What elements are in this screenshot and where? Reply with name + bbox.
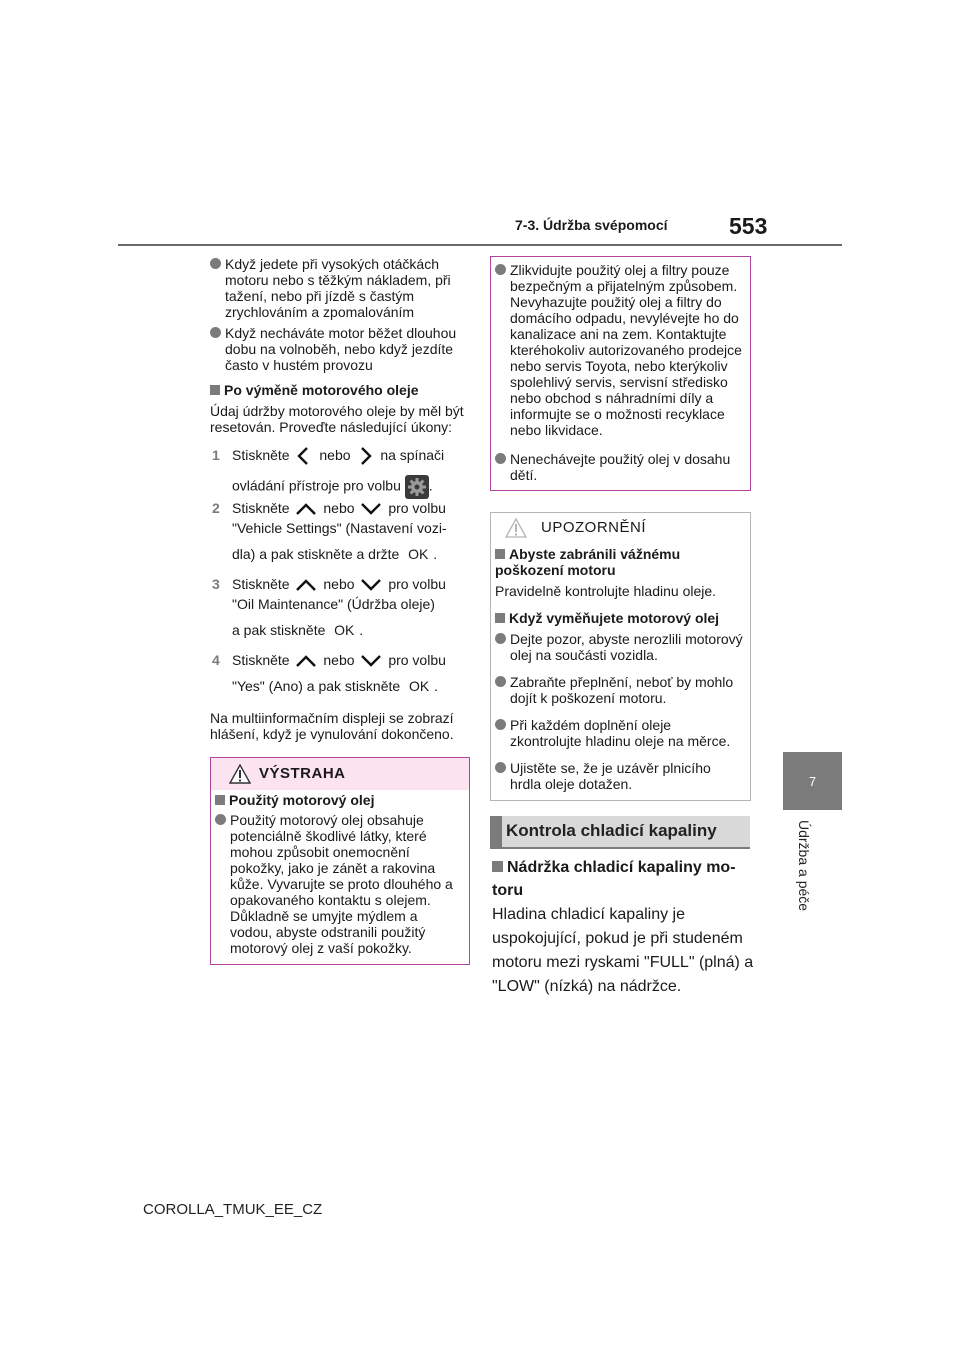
list-item: Zlikvidujte použitý olej a filtry pouze bezpečným a přijatelným způsobem. Nevyhazujte použitý olej a filtry do domácího odpadu, nevylévejte ho do kanalizace ani na zem. Kontaktujte kteréhokoliv autorizovaného prodejce nebo servis Toyota, nebo kterýkoliv spolehlivý servis, servisní středisko nebo obchod s náhradními díly a informujte se o možnosti recyklace nebo likvidace. (495, 262, 745, 438)
chapter-label: Údržba a péče (796, 820, 812, 912)
bullet-icon (215, 814, 226, 825)
header-rule (118, 244, 842, 246)
section-title: 7-3. Údržba svépomocí (515, 217, 668, 233)
step-1: 1 Stiskněte nebo na spínači ovládání přístroje pro volbu . (212, 446, 467, 499)
ok-icon: OK (408, 678, 430, 695)
section-bar (490, 816, 502, 848)
warning-box (210, 757, 470, 965)
list-item: Při každém doplnění oleje zkontrolujte hladinu oleje na měrce. (495, 717, 743, 749)
section-heading: Kontrola chladicí kapaliny (490, 816, 750, 848)
left-arrow-icon (293, 446, 315, 466)
square-bullet-icon (215, 795, 225, 805)
square-bullet-icon (495, 613, 505, 623)
chapter-number: 7 (808, 773, 817, 789)
list-item: Když necháváte motor běžet dlouhou dobu na volnoběh, nebo když jezdíte často v hustém provozu (210, 325, 465, 373)
coolant-text: Hladina chladicí kapaliny je uspokojující, pokud je při studeném motoru mezi ryskami "FULL" (plná) a "LOW" (nízká) na nádržce. (492, 906, 754, 995)
intro-text: Údaj údržby motorového oleje by měl být resetován. Proveďte následující úkony: (210, 403, 464, 435)
down-arrow-icon (358, 501, 384, 517)
section-rule (490, 847, 750, 849)
down-arrow-icon (358, 577, 384, 593)
notice-subheading: Abyste zabránili vážnému poškození motoru (495, 546, 681, 578)
down-arrow-icon (358, 653, 384, 669)
up-arrow-icon (293, 653, 319, 669)
bullet-icon (210, 327, 221, 338)
notice-subheading: Když vyměňujete motorový olej (495, 610, 745, 626)
warning-subheading: Použitý motorový olej (215, 792, 465, 808)
footer-code: COROLLA_TMUK_EE_CZ (143, 1201, 323, 1218)
step-3: 3 Stiskněte nebo pro volbu "Oil Maintenance" (Údržba oleje) a pak stiskněte OK . (212, 576, 446, 639)
gear-icon (405, 475, 429, 499)
disposal-box (490, 256, 751, 491)
bullet-icon (495, 453, 506, 464)
chapter-tab[interactable] (783, 752, 842, 810)
square-bullet-icon (210, 385, 220, 395)
up-arrow-icon (293, 577, 319, 593)
subheading: Po výměně motorového oleje (210, 382, 470, 398)
list-item: Když jedete při vysokých otáčkách motoru nebo s těžkým nákladem, při tažení, nebo při jízdě s častým zrychlováním a zpomalováním (210, 256, 465, 320)
caution-icon (505, 518, 527, 538)
ok-icon: OK (408, 546, 429, 563)
bullet-icon (495, 762, 506, 773)
step-4: 4 Stiskněte nebo pro volbu "Yes" (Ano) a pak stiskněte OK . (212, 652, 446, 695)
warning-header: VÝSTRAHA (211, 758, 469, 790)
ok-icon: OK (334, 622, 355, 639)
list-item: Dejte pozor, abyste nerozlili motorový olej na součásti vozidla. (495, 631, 743, 663)
list-item: Ujistěte se, že je uzávěr plnicího hrdla oleje dotažen. (495, 760, 743, 792)
notice-title: UPOZORNĚNÍ (541, 519, 647, 536)
square-bullet-icon (492, 861, 503, 872)
up-arrow-icon (293, 501, 319, 517)
warning-icon (229, 764, 251, 784)
list-item: Zabraňte přeplnění, neboť by mohlo dojít k poškození motoru. (495, 674, 743, 706)
bullet-icon (210, 258, 221, 269)
right-arrow-icon (354, 446, 376, 466)
list-item: Použitý motorový olej obsahuje potenciálně škodlivé látky, které mohou způsobit onemocnění pokožky, jako je zánět a rakovina kůže. Vyvarujte se proto dlouhého a opakovaného kontaktu s olejem. Důkladně se umyjte mýdlem a vodou, abyste odstranili použitý motorový olej z vaší pokožky. (215, 812, 463, 956)
step-2: 2 Stiskněte nebo pro volbu "Vehicle Settings" (Nastavení vozi- dla) a pak stiskněte a držte OK . (212, 500, 447, 563)
bullet-icon (495, 264, 506, 275)
bullet-icon (495, 676, 506, 687)
list-item: Nenechávejte použitý olej v dosahu dětí. (495, 451, 745, 483)
bullet-icon (495, 633, 506, 644)
page-number: 553 (729, 213, 768, 239)
notice-box (490, 512, 751, 801)
square-bullet-icon (495, 549, 505, 559)
closing-text: Na multiinformačním displeji se zobrazí hlášení, když je vynulování dokončeno. (210, 710, 454, 742)
notice-text: Pravidelně kontrolujte hladinu oleje. (495, 583, 717, 599)
bullet-icon (495, 719, 506, 730)
coolant-subheading: Nádržka chladicí kapaliny mo-toru (492, 859, 736, 899)
